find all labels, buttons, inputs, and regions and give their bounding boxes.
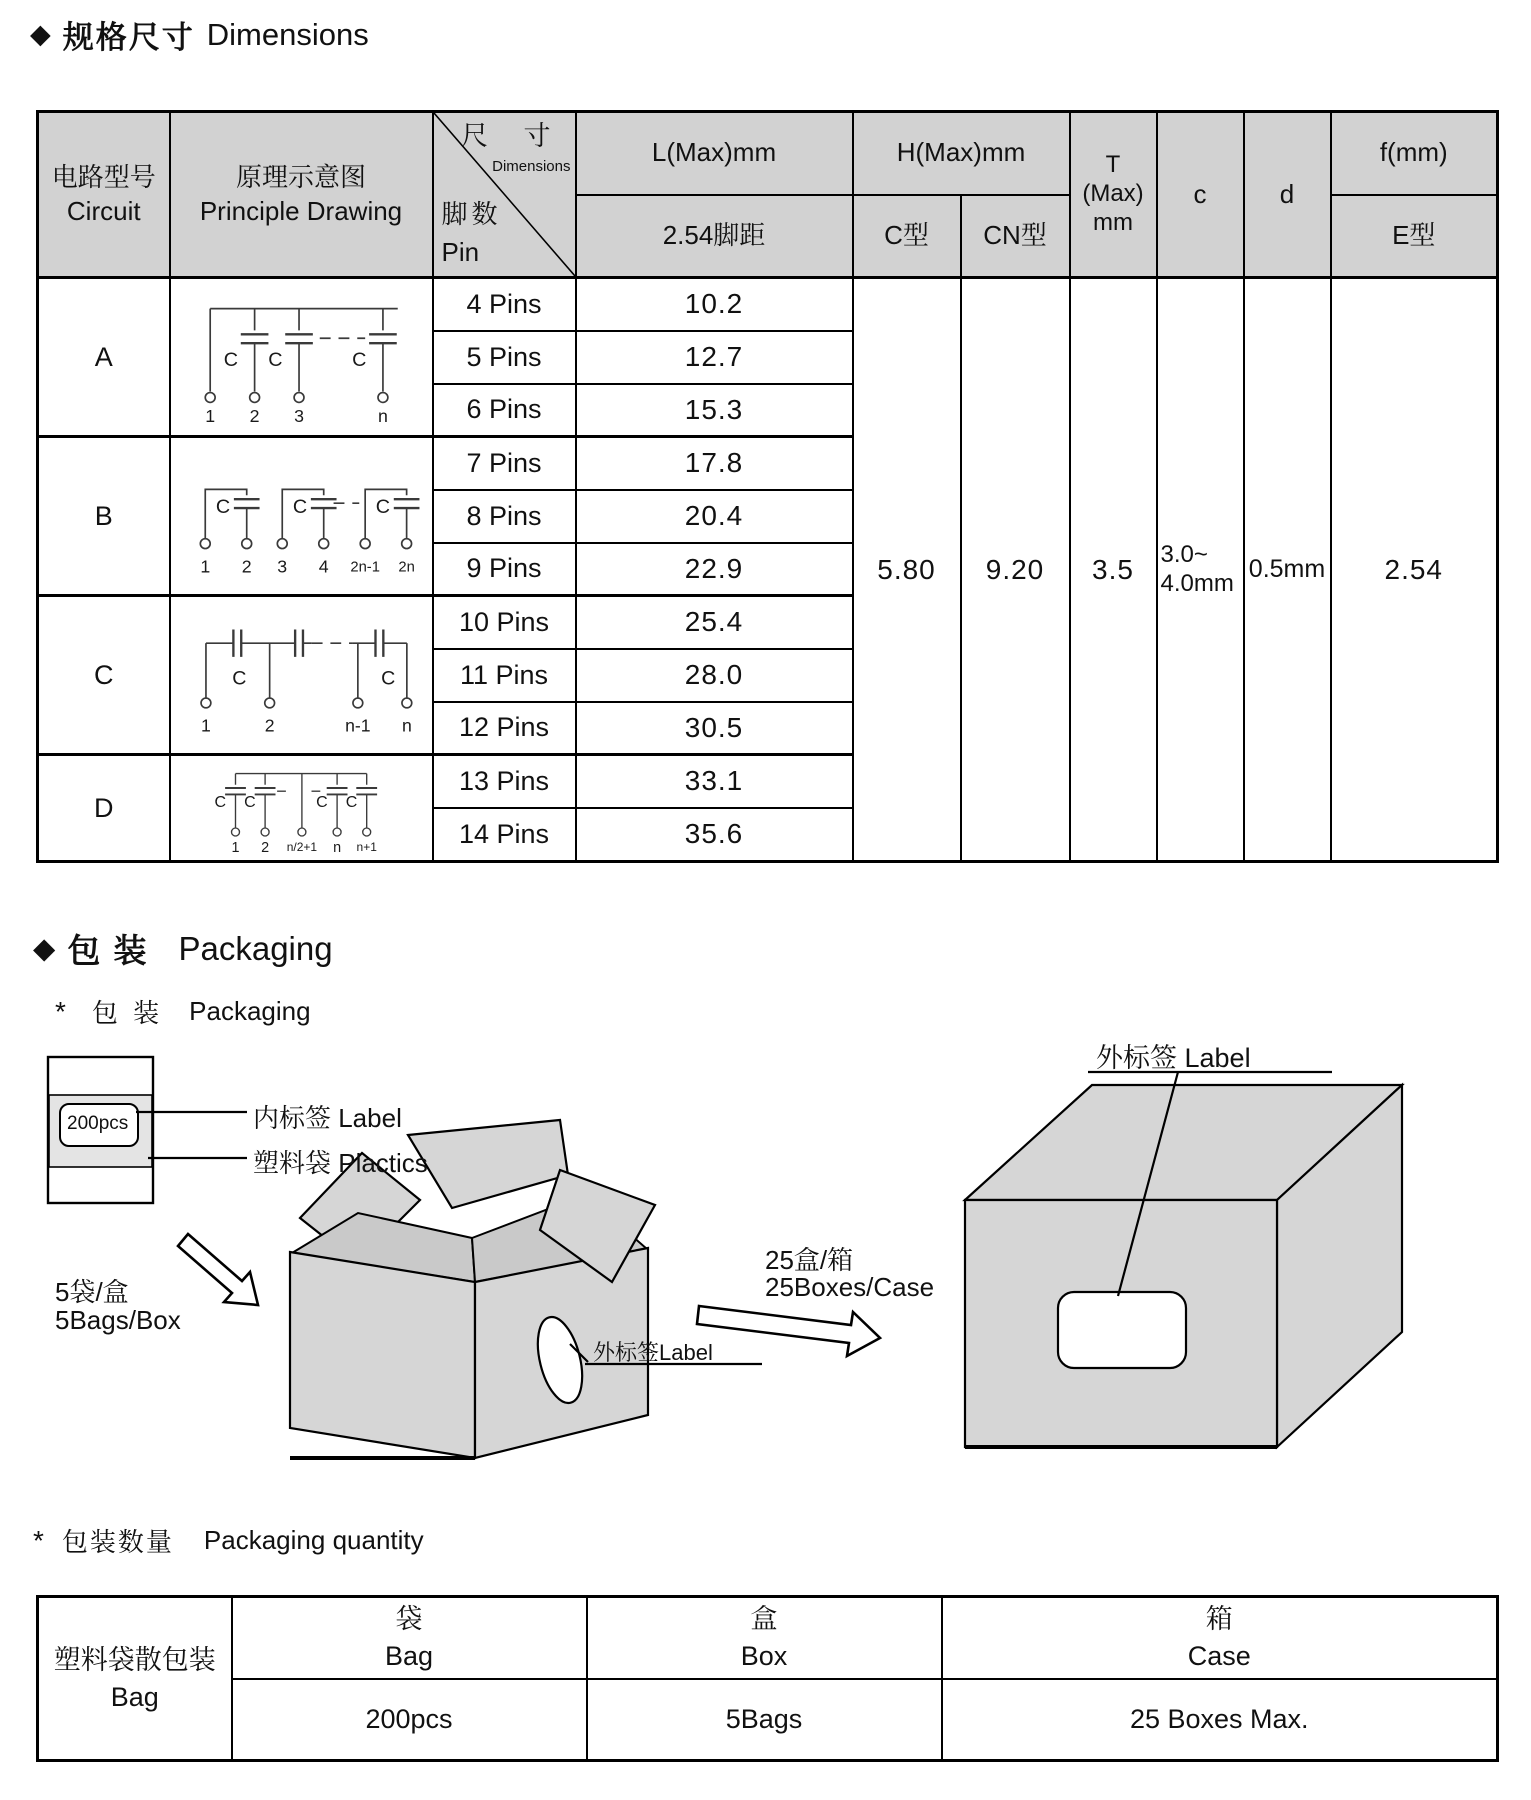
col-header-cn-type: CN型 [961, 195, 1070, 278]
pin-cell: 4 Pins [433, 278, 576, 331]
t-value: 3.5 [1070, 278, 1157, 862]
packaging-quantity-subheading: * 包装数量 Packaging quantity [33, 1524, 424, 1557]
col-header-f: f(mm) [1331, 112, 1498, 195]
circuit-a-diagram [170, 278, 433, 437]
circuit-d-diagram [170, 755, 433, 862]
bags-per-box-en: 5Bags/Box [55, 1305, 181, 1335]
bag-quantity-label: 200pcs [67, 1113, 129, 1134]
circuit-b-diagram [170, 437, 433, 596]
dim-header-zh: 尺 寸 [460, 121, 565, 151]
pin-header-en: Pin [441, 237, 480, 268]
pin-label: 3 [276, 555, 287, 576]
h-cn-value: 9.20 [961, 278, 1070, 862]
l-value-cell: 33.1 [576, 755, 853, 808]
qty-col-header-box: 盒 Box [587, 1597, 942, 1679]
dimensions-table [36, 110, 1499, 863]
pin-cell: 7 Pins [433, 437, 576, 490]
pin-label: 2n-1 [349, 558, 380, 575]
circuit-cell: D [38, 755, 170, 862]
pin-cell: 6 Pins [433, 384, 576, 437]
qty-value-box: 5Bags [587, 1679, 942, 1761]
diamond-icon: ◆ [30, 19, 51, 49]
circuit-b-schematic [174, 440, 429, 593]
dimensions-heading [30, 12, 369, 57]
circuit-c-schematic [174, 602, 429, 749]
pin-label: 2 [264, 714, 275, 735]
l-value-cell: 10.2 [576, 278, 853, 331]
l-value-cell: 15.3 [576, 384, 853, 437]
l-value-cell: 22.9 [576, 543, 853, 596]
pin-cell: 12 Pins [433, 702, 576, 755]
l-value-cell: 35.6 [576, 808, 853, 862]
col-header-hmax: H(Max)mm [853, 112, 1070, 195]
circuit-d-schematic [174, 756, 429, 860]
cap-label: C [375, 495, 390, 518]
pin-label: 4 [318, 555, 329, 576]
packaging-heading: ◆ 包 装 Packaging [33, 929, 333, 969]
pin-label: n [377, 405, 388, 426]
l-value-cell: 28.0 [576, 649, 853, 702]
packaging-quantity-table [36, 1595, 1499, 1762]
pin-header-zh: 脚数 [441, 199, 502, 230]
dim-header-en: Dimensions [492, 158, 571, 175]
pin-label: 3 [293, 405, 304, 426]
dimensions-heading-zh: 规格尺寸 [62, 20, 195, 55]
cap-label: C [243, 794, 256, 812]
packaging-subheading: * 包 装 Packaging [55, 995, 311, 1028]
pin-label: 1 [230, 840, 240, 856]
qty-col-header-bag: 袋 Bag [232, 1597, 587, 1679]
c-value: 3.0~ 4.0mm [1157, 278, 1244, 862]
pin-label: 2 [260, 840, 269, 856]
pin-label: 1 [200, 714, 211, 735]
h-c-value: 5.80 [853, 278, 961, 862]
col-header-dim-pin [433, 112, 576, 278]
cap-label: C [345, 794, 357, 812]
pin-cell: 8 Pins [433, 490, 576, 543]
pin-label: 2 [241, 555, 252, 576]
qty-value-bag: 200pcs [232, 1679, 587, 1761]
l-value-cell: 17.8 [576, 437, 853, 490]
cap-label: C [351, 348, 366, 371]
pin-cell: 11 Pins [433, 649, 576, 702]
qty-value-case: 25 Boxes Max. [942, 1679, 1498, 1761]
pin-cell: 5 Pins [433, 331, 576, 384]
col-header-lmax: L(Max)mm [576, 112, 853, 195]
cap-label: C [214, 794, 226, 812]
col-header-c: c [1157, 112, 1244, 278]
pin-cell: 13 Pins [433, 755, 576, 808]
cap-label: C [231, 666, 246, 689]
col-header-drawing: 原理示意图 Principle Drawing [170, 112, 433, 278]
dimensions-heading-en: Dimensions [206, 16, 369, 52]
boxes-per-case-zh: 25盒/箱 [765, 1245, 854, 1275]
pin-label: 1 [199, 555, 210, 576]
case-label-hole [1058, 1292, 1186, 1368]
circuit-a-schematic [174, 281, 429, 434]
col-header-c-type: C型 [853, 195, 961, 278]
bag-to-box-arrow [178, 1234, 258, 1305]
l-value-cell: 12.7 [576, 331, 853, 384]
asterisk-icon: * [33, 1524, 44, 1556]
box-to-case-arrow [697, 1306, 880, 1356]
d-value: 0.5mm [1244, 278, 1331, 862]
outer-label-box-callout: 外标签Label [593, 1340, 713, 1365]
bags-per-box-zh: 5袋/盒 [55, 1277, 129, 1307]
pin-label: n [401, 714, 412, 735]
pin-label: n+1 [356, 840, 377, 855]
circuit-cell: B [38, 437, 170, 596]
col-header-tmax: T (Max) mm [1070, 112, 1157, 278]
pin-label: n-1 [344, 714, 371, 735]
l-value-cell: 20.4 [576, 490, 853, 543]
asterisk-icon: * [55, 995, 66, 1027]
col-header-d: d [1244, 112, 1331, 278]
pin-cell: 14 Pins [433, 808, 576, 862]
col-header-e-type: E型 [1331, 195, 1498, 278]
plastic-bag-callout: 塑料袋 Plactics [253, 1148, 428, 1178]
circuit-cell: A [38, 278, 170, 437]
l-value-cell: 25.4 [576, 596, 853, 649]
l-value-cell: 30.5 [576, 702, 853, 755]
pin-cell: 10 Pins [433, 596, 576, 649]
circuit-c-diagram [170, 596, 433, 755]
diamond-icon: ◆ [33, 933, 56, 965]
pin-label: 2n [397, 558, 415, 575]
pin-label: n/2+1 [286, 840, 317, 855]
qty-col-header-case: 箱 Case [942, 1597, 1498, 1679]
cap-label: C [315, 794, 328, 812]
pin-cell: 9 Pins [433, 543, 576, 596]
pin-label: 1 [204, 405, 215, 426]
boxes-per-case-en: 25Boxes/Case [765, 1272, 935, 1302]
outer-label-case-callout: 外标签 Label [1096, 1043, 1251, 1073]
closed-case-drawing [965, 1085, 1402, 1447]
cap-label: C [292, 495, 307, 518]
e-value: 2.54 [1331, 278, 1498, 862]
pin-label: 2 [249, 405, 260, 426]
cap-label: C [223, 348, 238, 371]
cap-label: C [267, 348, 282, 371]
col-header-l-sub: 2.54脚距 [576, 195, 853, 278]
col-header-circuit: 电路型号 Circuit [38, 112, 170, 278]
cap-label: C [215, 495, 230, 518]
cap-label: C [380, 666, 395, 689]
pin-label: n [332, 840, 341, 856]
inner-label-callout: 内标签 Label [253, 1103, 402, 1133]
qty-row-header: 塑料袋散包装 Bag [38, 1597, 232, 1761]
circuit-cell: C [38, 596, 170, 755]
